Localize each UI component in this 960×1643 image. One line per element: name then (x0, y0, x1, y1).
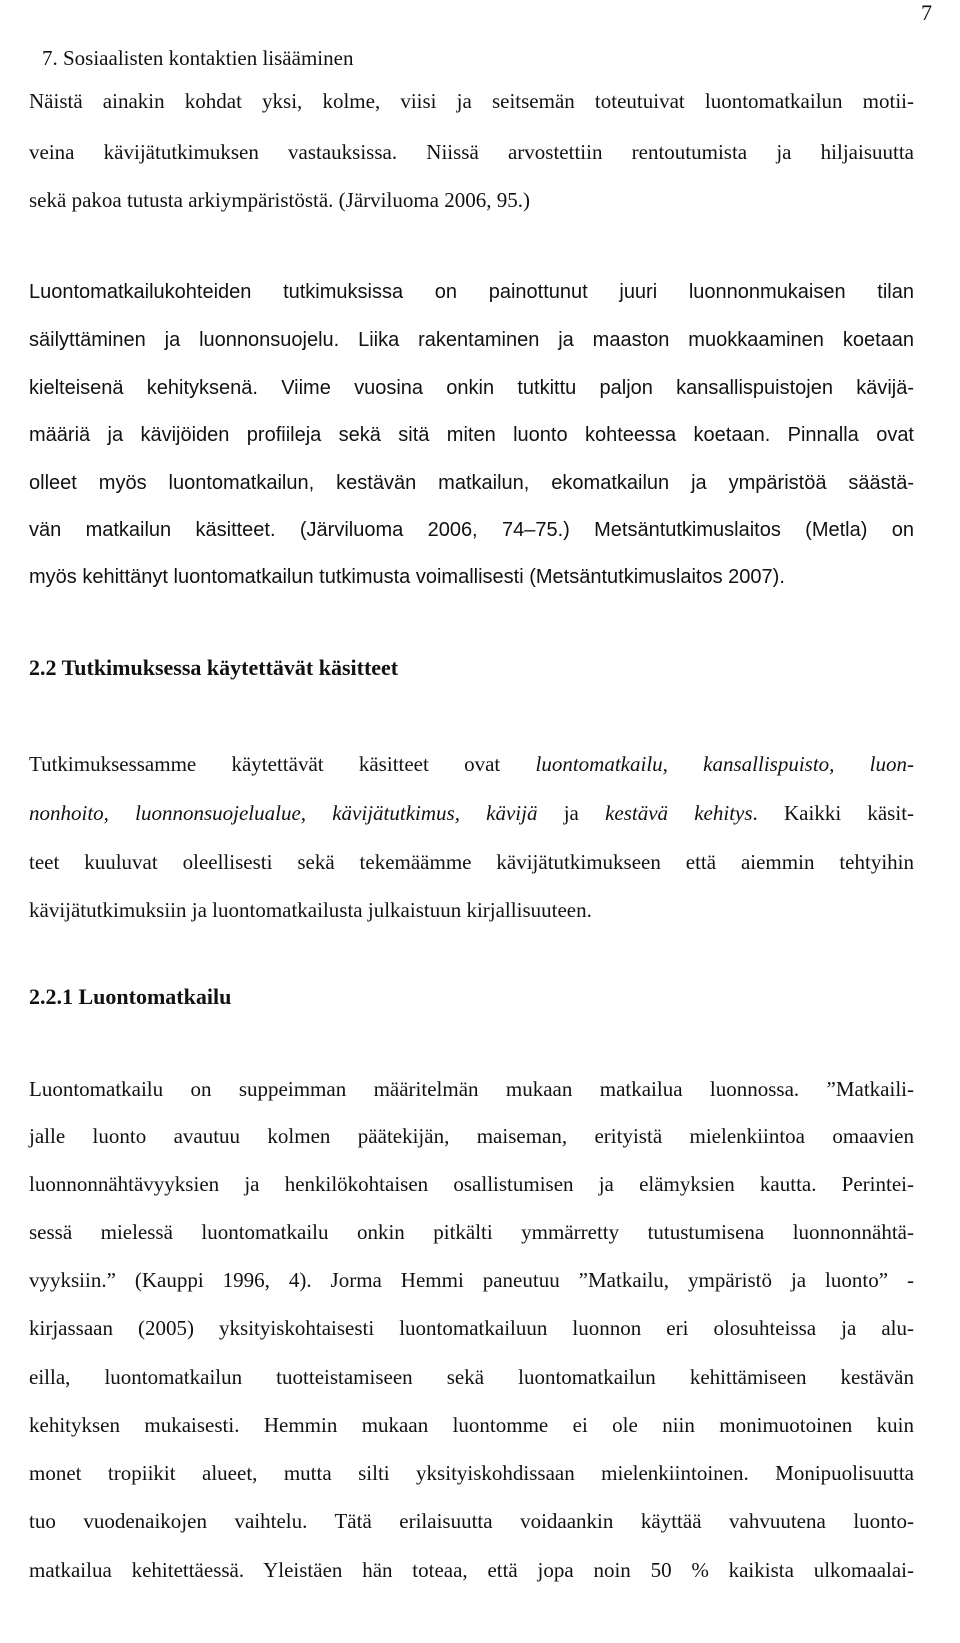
text-line: myös kehittänyt luontomatkailun tutkimusta voimallisesti (Metsäntutkimuslaitos 2007). (29, 566, 785, 588)
text-line: luonnonnähtävyyksien ja henkilökohtaisen osallistumisen ja elämyksien kautta. Perintei- (29, 1172, 914, 1196)
text-line: kirjassaan (2005) yksityiskohtaisesti luontomatkailuun luonnon eri olosuhteissa ja alu- (29, 1316, 914, 1340)
text-line: tuo vuodenaikojen vaihtelu. Tätä erilaisuutta voidaankin käyttää vahvuutena luonto- (29, 1509, 914, 1533)
section-heading-2-2: 2.2 Tutkimuksessa käytettävät käsitteet (29, 655, 399, 680)
italic-terms: nonhoito, luonnonsuojelualue, kävijätutkimus, kävijä (29, 801, 538, 825)
text-line (29, 799, 914, 827)
text-line: sekä pakoa tutusta arkiympäristöstä. (Järviluoma 2006, 95.) (29, 188, 530, 212)
text-line: sessä mielessä luontomatkailu onkin pitkälti ymmärretty tutustumisena luonnonnähtä- (29, 1220, 914, 1244)
italic-terms: kestävä kehitys (605, 801, 753, 825)
list-item: 7. Sosiaalisten kontaktien lisääminen (42, 46, 354, 70)
text-line: säilyttäminen ja luonnonsuojelu. Liika rakentaminen ja maaston muokkaaminen koetaan (29, 329, 914, 351)
text-line: teet kuuluvat oleellisesti sekä tekemäämme kävijätutkimukseen että aiemmin tehtyihin (29, 850, 914, 874)
section-heading-2-2-1: 2.2.1 Luontomatkailu (29, 984, 232, 1009)
text-line: Näistä ainakin kohdat yksi, kolme, viisi ja seitsemän toteutuivat luontomatkailun motii- (29, 89, 914, 113)
text-line: Luontomatkailukohteiden tutkimuksissa on painottunut juuri luonnonmukaisen tilan (29, 281, 914, 303)
text-line: veina kävijätutkimuksen vastauksissa. Niissä arvostettiin rentoutumista ja hiljaisuutta (29, 140, 914, 164)
text-line: Luontomatkailu on suppeimman määritelmän mukaan matkailua luonnossa. ”Matkaili- (29, 1077, 914, 1101)
text-line: kielteisenä kehityksenä. Viime vuosina onkin tutkittu paljon kansallispuistojen kävijä- (29, 377, 914, 399)
text-span: Tutkimuksessamme käytettävät käsitteet ovat (29, 752, 536, 776)
text-span: . Kaikki käsit- (752, 801, 915, 825)
text-line: olleet myös luontomatkailun, kestävän matkailun, ekomatkailun ja ympäristöä säästä- (29, 472, 914, 494)
text-line: kehityksen mukaisesti. Hemmin mukaan luontomme ei ole niin monimuotoinen kuin (29, 1413, 914, 1437)
text-line: määriä ja kävijöiden profiileja sekä sitä miten luonto kohteessa koetaan. Pinnalla ovat (29, 424, 914, 446)
text-line: monet tropiikit alueet, mutta silti yksityiskohdissaan mielenkiintoinen. Monipuolisuutta (29, 1461, 914, 1485)
page-number: 7 (921, 0, 932, 25)
text-line: vyyksiin.” (Kauppi 1996, 4). Jorma Hemmi paneutuu ”Matkailu, ympäristö ja luonto” - (29, 1268, 914, 1292)
text-span: ja (537, 801, 606, 825)
text-line: kävijätutkimuksiin ja luontomatkailusta julkaistuun kirjallisuuteen. (29, 898, 592, 922)
italic-terms: luontomatkailu, kansallispuisto, luon- (535, 752, 914, 776)
text-line: matkailua kehitettäessä. Yleistäen hän toteaa, että jopa noin 50 % kaikista ulkomaalai- (29, 1558, 914, 1582)
text-line: eilla, luontomatkailun tuotteistamiseen sekä luontomatkailun kehittämiseen kestävän (29, 1365, 914, 1389)
text-line (29, 750, 914, 778)
text-line: jalle luonto avautuu kolmen päätekijän, maiseman, erityistä mielenkiintoa omaavien (29, 1124, 914, 1148)
text-line: vän matkailun käsitteet. (Järviluoma 2006, 74–75.) Metsäntutkimuslaitos (Metla) on (29, 519, 914, 541)
